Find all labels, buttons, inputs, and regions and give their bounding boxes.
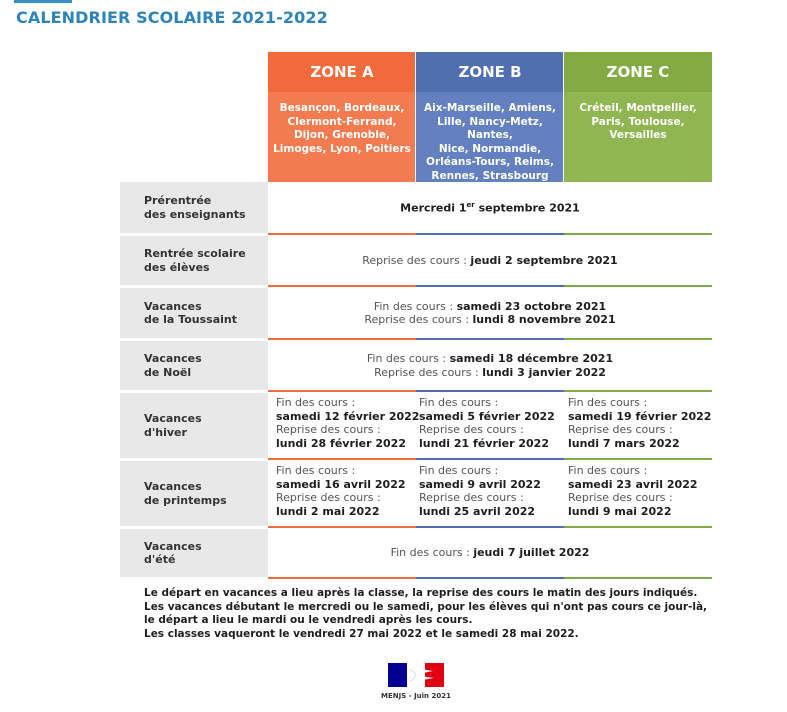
reprise-label: Reprise des cours : bbox=[364, 313, 473, 326]
fin-value: samedi 5 février 2022 bbox=[419, 409, 555, 423]
zone-a-city-line: Limoges, Lyon, Poitiers bbox=[273, 142, 411, 155]
prerentree-date-month: septembre 2021 bbox=[474, 202, 580, 216]
fin-label: Fin des cours : bbox=[390, 546, 474, 560]
printemps-zone-c-cell bbox=[560, 464, 712, 518]
row-body-ete bbox=[268, 529, 712, 577]
row-divider-zone-b bbox=[416, 285, 564, 287]
row-label-line: Vacances bbox=[144, 539, 202, 553]
row-label-rentree bbox=[120, 236, 268, 285]
row-label-line: Prérentrée bbox=[144, 194, 212, 207]
hiver-zone-a-cell bbox=[268, 396, 420, 450]
reprise-label: Reprise des cours : bbox=[362, 253, 471, 267]
row-label-line: d'hiver bbox=[144, 425, 187, 439]
reprise-label: Reprise des cours : bbox=[568, 491, 673, 504]
fin-value: samedi 16 avril 2022 bbox=[276, 477, 406, 491]
reprise-label: Reprise des cours : bbox=[276, 423, 381, 436]
row-divider-zone-a bbox=[268, 577, 416, 579]
zone-c-header: ZONE C bbox=[564, 52, 712, 92]
fin-value: samedi 18 décembre 2021 bbox=[449, 352, 614, 365]
zone-c-city-line: Versailles bbox=[609, 129, 667, 141]
reprise-value: lundi 3 janvier 2022 bbox=[482, 365, 606, 379]
footnotes bbox=[144, 587, 707, 641]
printemps-zone-a-cell bbox=[268, 464, 416, 518]
hiver-zone-c-cell bbox=[560, 396, 712, 450]
row-divider-zone-a bbox=[268, 526, 416, 528]
row-divider-zone-a bbox=[268, 338, 416, 340]
fin-value: samedi 19 février 2022 bbox=[568, 409, 712, 423]
reprise-value: lundi 7 mars 2022 bbox=[568, 436, 680, 450]
fin-label: Fin des cours : bbox=[419, 396, 499, 409]
hiver-zone-b-cell bbox=[411, 396, 564, 450]
top-accent-bar bbox=[14, 0, 72, 3]
row-label-hiver bbox=[120, 393, 268, 458]
zone-b-city-line: Orléans-Tours, Reims, bbox=[426, 156, 554, 168]
zone-b-cities bbox=[416, 92, 564, 182]
row-body-prerentree bbox=[268, 182, 712, 233]
row-divider-zone-b bbox=[416, 233, 564, 235]
prerentree-date-sup: er bbox=[466, 201, 475, 210]
row-divider-zone-c bbox=[564, 338, 712, 340]
zone-b-city-line: Aix-Marseille, Amiens, bbox=[423, 102, 556, 114]
marianne-logo-icon bbox=[388, 663, 444, 687]
reprise-value: lundi 8 novembre 2021 bbox=[472, 313, 616, 326]
reprise-value: lundi 2 mai 2022 bbox=[276, 504, 380, 518]
footnote-line: Les vacances débutant le mercredi ou le samedi, pour les élèves qui n'ont pas cours ce jour-là, bbox=[144, 600, 708, 613]
fin-label: Fin des cours : bbox=[366, 352, 450, 365]
reprise-label: Reprise des cours : bbox=[419, 491, 524, 504]
row-divider-zone-b bbox=[416, 458, 564, 460]
row-divider-zone-c bbox=[564, 285, 712, 287]
row-divider-zone-b bbox=[416, 338, 564, 340]
row-body-rentree bbox=[268, 236, 712, 285]
fin-label: Fin des cours : bbox=[419, 464, 499, 477]
prerentree-date-day: Mercredi 1 bbox=[400, 202, 467, 216]
reprise-value: jeudi 2 septembre 2021 bbox=[470, 253, 618, 267]
row-label-prerentree bbox=[120, 182, 268, 233]
fin-value: samedi 12 février 2022 bbox=[276, 409, 420, 423]
row-label-line: Vacances bbox=[144, 412, 202, 425]
row-divider-zone-c bbox=[564, 390, 712, 392]
footnote-line: le départ a lieu le mardi ou le vendredi après les cours. bbox=[144, 614, 473, 626]
row-label-line: Rentrée scolaire bbox=[144, 247, 246, 260]
row-label-line: de la Toussaint bbox=[144, 313, 237, 326]
row-label-line: Vacances bbox=[144, 480, 202, 493]
footnote-line: Les classes vaqueront le vendredi 27 mai 2022 et le samedi 28 mai 2022. bbox=[144, 627, 579, 640]
reprise-label: Reprise des cours : bbox=[568, 423, 673, 436]
row-label-ete bbox=[120, 529, 268, 577]
zone-c-city-line: Paris, Toulouse, bbox=[591, 115, 685, 128]
printemps-zone-b-cell bbox=[411, 464, 564, 518]
zone-c-city-line: Créteil, Montpellier, bbox=[579, 102, 697, 114]
reprise-value: lundi 28 février 2022 bbox=[276, 436, 406, 450]
row-label-noel bbox=[120, 341, 268, 390]
zone-b-city-line: Lille, Nancy-Metz, Nantes, bbox=[437, 115, 543, 141]
row-body-noel bbox=[268, 341, 712, 390]
row-label-toussaint bbox=[120, 288, 268, 338]
footnote-line: Le départ en vacances a lieu après la classe, la reprise des cours le matin des jours indiqués. bbox=[144, 587, 698, 599]
row-divider-zone-b bbox=[416, 526, 564, 528]
zone-separator bbox=[415, 52, 416, 182]
fin-label: Fin des cours : bbox=[276, 464, 356, 477]
row-divider-zone-b bbox=[416, 390, 564, 392]
fin-value: jeudi 7 juillet 2022 bbox=[473, 546, 590, 560]
zone-b-header: ZONE B bbox=[416, 52, 564, 92]
zone-a-header: ZONE A bbox=[268, 52, 416, 92]
reprise-label: Reprise des cours : bbox=[419, 423, 524, 436]
reprise-value: lundi 21 février 2022 bbox=[419, 436, 549, 450]
fin-label: Fin des cours : bbox=[568, 396, 648, 409]
row-label-line: des élèves bbox=[144, 260, 210, 274]
row-divider-zone-a bbox=[268, 390, 416, 392]
fin-value: samedi 9 avril 2022 bbox=[419, 477, 541, 491]
reprise-label: Reprise des cours : bbox=[276, 491, 381, 504]
row-label-line: Vacances bbox=[144, 352, 202, 365]
zone-a-cities bbox=[268, 92, 416, 182]
row-divider-zone-a bbox=[268, 285, 416, 287]
zone-b-city-line: Nice, Normandie, bbox=[438, 142, 542, 155]
row-body-toussaint bbox=[268, 288, 712, 338]
row-label-line: Vacances bbox=[144, 299, 202, 313]
zone-a-city-line: Besançon, Bordeaux, bbox=[279, 102, 405, 114]
row-divider-zone-c bbox=[564, 577, 712, 579]
row-label-line: des enseignants bbox=[144, 207, 246, 221]
row-divider-zone-a bbox=[268, 233, 416, 235]
zone-b-city-line: Rennes, Strasbourg bbox=[431, 169, 549, 182]
row-label-line: de Noël bbox=[144, 365, 192, 379]
row-label-printemps bbox=[120, 461, 268, 526]
row-divider-zone-c bbox=[564, 526, 712, 528]
fin-label: Fin des cours : bbox=[568, 464, 648, 477]
row-divider-zone-b bbox=[416, 577, 564, 579]
zone-separator bbox=[563, 52, 564, 182]
page-title: CALENDRIER SCOLAIRE 2021-2022 bbox=[16, 8, 328, 27]
zone-a-city-line: Clermont-Ferrand, bbox=[287, 115, 397, 128]
row-label-line: d'été bbox=[144, 553, 176, 566]
fin-value: samedi 23 avril 2022 bbox=[568, 477, 698, 491]
row-divider-zone-c bbox=[564, 458, 712, 460]
reprise-value: lundi 25 avril 2022 bbox=[419, 504, 536, 518]
reprise-value: lundi 9 mai 2022 bbox=[568, 504, 672, 518]
zone-a-city-line: Dijon, Grenoble, bbox=[293, 129, 391, 141]
fin-label: Fin des cours : bbox=[373, 299, 457, 313]
row-divider-zone-c bbox=[564, 233, 712, 235]
footer-credit: MENJS - Juin 2021 bbox=[381, 692, 451, 700]
row-divider-zone-a bbox=[268, 458, 416, 460]
fin-label: Fin des cours : bbox=[276, 396, 356, 409]
prerentree-date bbox=[400, 199, 580, 215]
reprise-label: Reprise des cours : bbox=[374, 365, 483, 379]
zone-c-cities bbox=[564, 92, 712, 182]
row-label-line: de printemps bbox=[144, 493, 227, 507]
fin-value: samedi 23 octobre 2021 bbox=[456, 299, 607, 313]
